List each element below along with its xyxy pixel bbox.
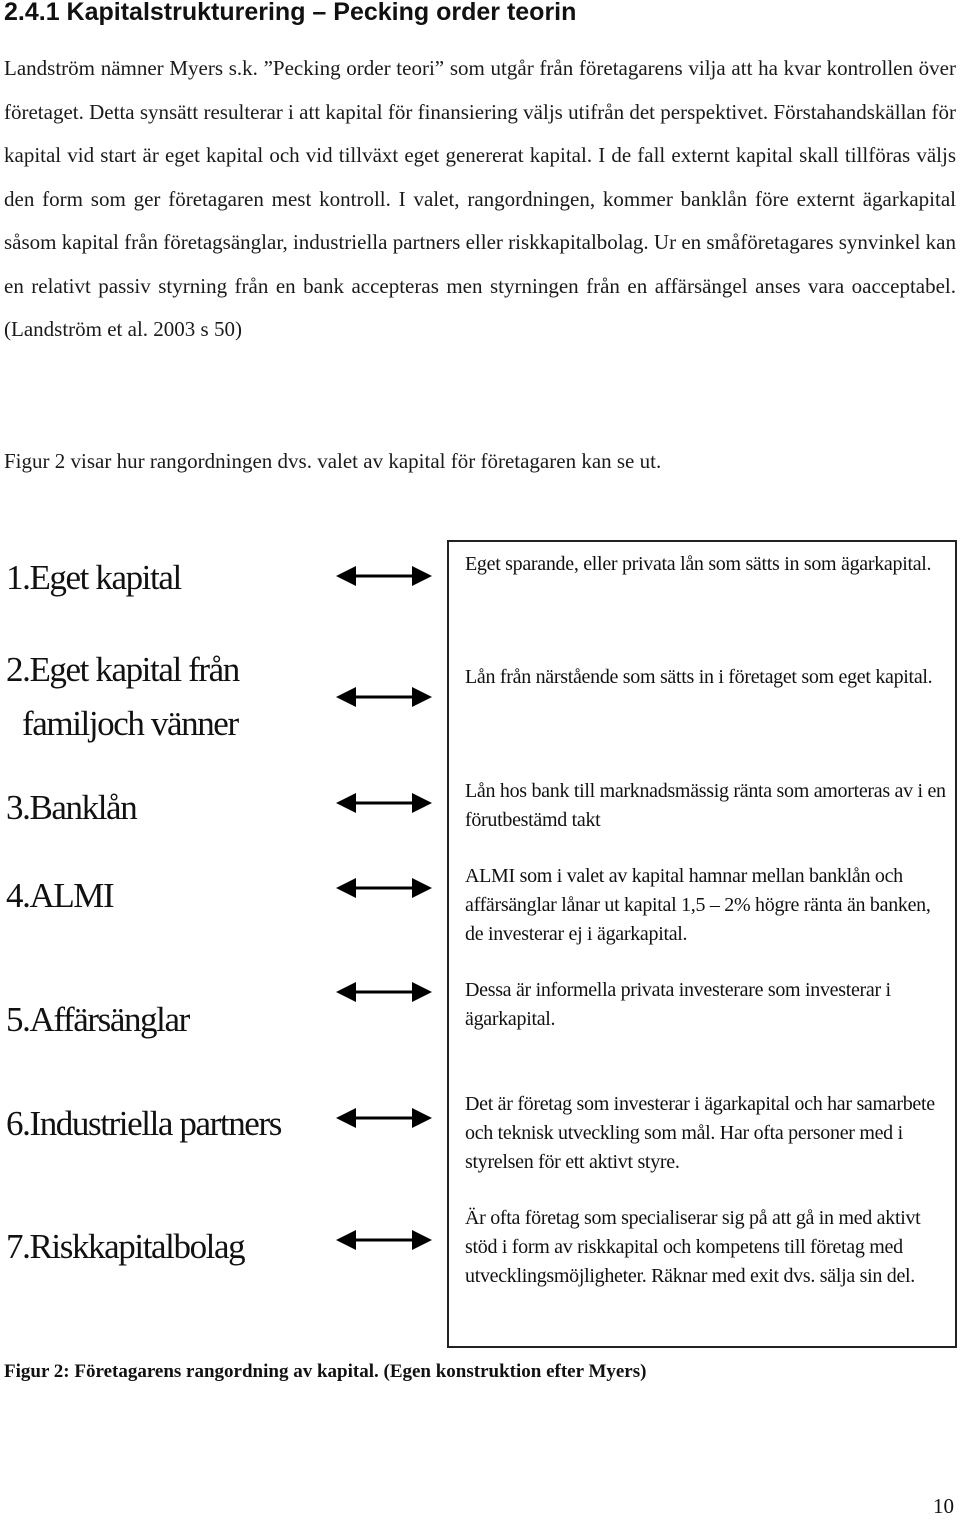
- description-1: Eget sparande, eller privata lån som sätts in som ägarkapital.: [465, 553, 932, 575]
- description-5: Dessa är informella privata investerare som investerar i ägarkapital.: [465, 979, 891, 1030]
- description-6: Det är företag som investerar i ägarkapital och har samarbete och teknisk utveckling som mål. Har ofta personer med i styrelsen för ett aktivt styre.: [465, 1093, 935, 1173]
- figure-rank-label-6: 6.Industriella partners: [6, 1104, 281, 1143]
- figure-rank-label-1: 1.Eget kapital: [6, 558, 181, 597]
- double-headed-arrow-icon: [336, 790, 432, 816]
- figure-rank-label-7: 7.Riskkapitalbolag: [6, 1227, 245, 1266]
- figure-rank-label-2-continued: familjoch vänner: [22, 704, 238, 743]
- figure-caption: Figur 2: Företagarens rangordning av kapital. (Egen konstruktion efter Myers): [4, 1361, 647, 1382]
- body-paragraph: Landström nämner Myers s.k. ”Pecking order teori” som utgår från företagarens vilja att ha kvar kontrollen över företaget. Detta synsätt resulterar i att kapital för finansiering väljs utifrån det perspektivet. Förstahandskällan för kapital vid start är eget kapital och vid tillväxt eget genererat kapital. I de fall externt kapital skall tillföras väljs den form som ger företagaren mest kontroll. I valet, rangordningen, kommer banklån före externt ägarkapital såsom kapital från företagsänglar, industriella partners eller riskkapitalbolag. Ur en småföretagares synvinkel kan en relativt passiv styrning från en bank accepteras men styrningen från en affärsängel anses vara oacceptabel. (Landström et al. 2003 s 50): [4, 56, 956, 341]
- description-2: Lån från närstående som sätts in i företaget som eget kapital.: [465, 666, 933, 688]
- double-headed-arrow-icon: [336, 979, 432, 1005]
- description-4: ALMI som i valet av kapital hamnar mellan banklån och affärsänglar lånar ut kapital 1,5 – 2% högre ränta än banken, de investerar ej i ägarkapital.: [465, 865, 931, 945]
- double-headed-arrow-icon: [336, 1227, 432, 1253]
- figure-rank-label-5: 5.Affärsänglar: [6, 1000, 189, 1039]
- page-number: 10: [933, 1494, 954, 1518]
- figure-rank-label-3: 3.Banklån: [6, 788, 137, 827]
- figure-rank-label-2: 2.Eget kapital från: [6, 650, 239, 689]
- double-headed-arrow-icon: [336, 875, 432, 901]
- double-headed-arrow-icon: [336, 1105, 432, 1131]
- description-3: Lån hos bank till marknadsmässig ränta som amorteras av i en förutbestämd takt: [465, 780, 946, 831]
- double-headed-arrow-icon: [336, 684, 432, 710]
- figure-rank-label-4: 4.ALMI: [6, 876, 114, 915]
- section-heading: 2.4.1 Kapitalstrukturering – Pecking order teorin: [4, 0, 577, 26]
- figure-intro-paragraph: Figur 2 visar hur rangordningen dvs. valet av kapital för företagaren kan se ut.: [4, 449, 662, 473]
- double-headed-arrow-icon: [336, 563, 432, 589]
- description-7: Är ofta företag som specialiserar sig på att gå in med aktivt stöd i form av riskkapital och kompetens till företag med utvecklingsmöjligheter. Räknar med exit dvs. sälja sin del.: [465, 1207, 921, 1287]
